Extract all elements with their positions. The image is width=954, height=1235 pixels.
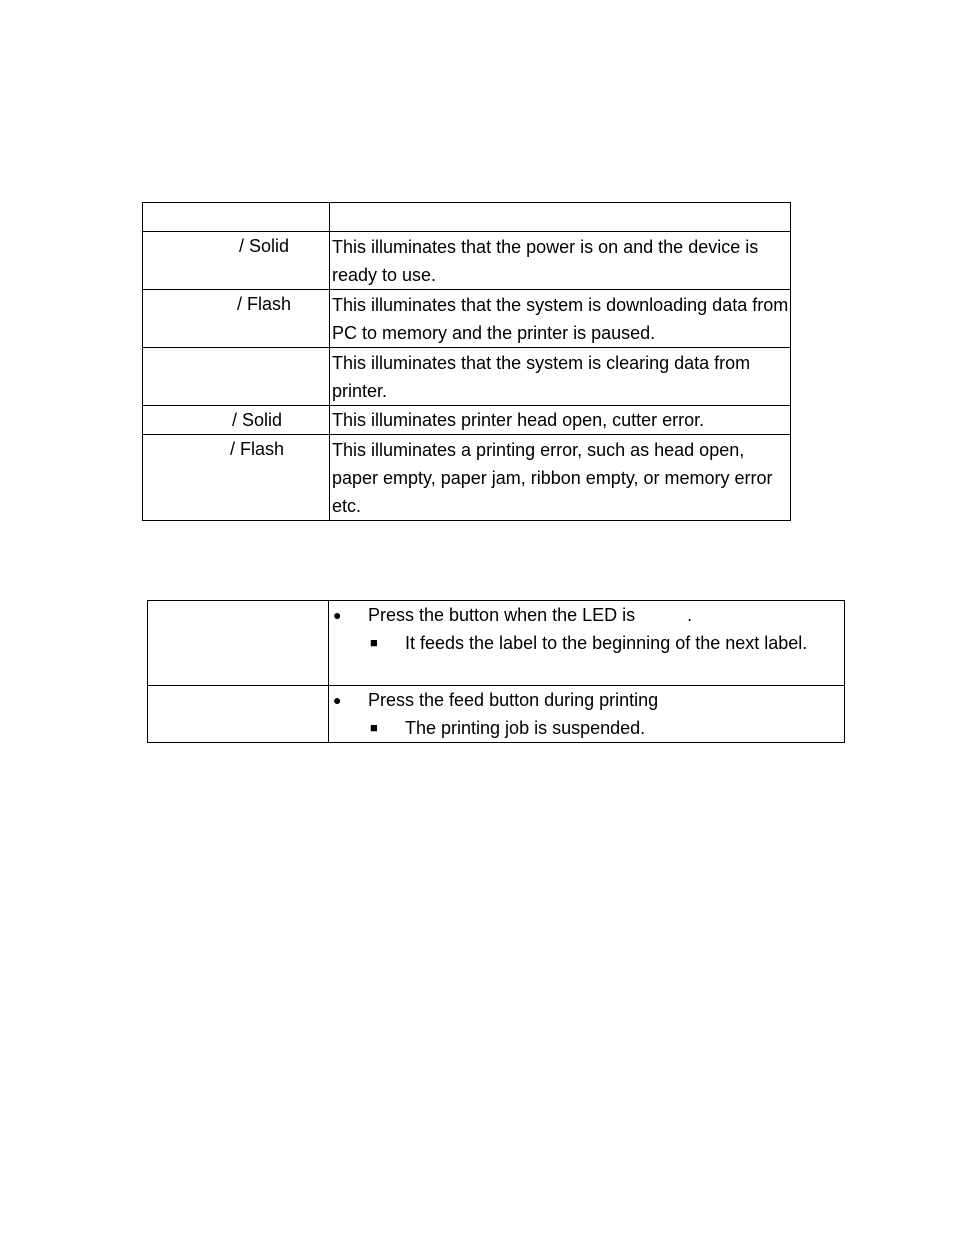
button-description [329,686,845,743]
black-circle-bullet-icon: ● [333,607,342,623]
sub-bullet-text: It feeds the label to the beginning of the next label. [405,633,808,653]
led-status: / Solid [143,232,330,290]
led-description: This illuminates that the system is downloading data from PC to memory and the printer is paused. [330,290,791,348]
black-circle-bullet-icon: ● [333,692,342,708]
bullet-text: Press the button when the LED is . [368,605,693,625]
led-status [143,348,330,406]
button-description [329,601,845,686]
list-item [329,714,844,742]
list-item [329,601,844,629]
led-status: / Flash [143,290,330,348]
led-table-header [143,203,791,232]
led-status-table [142,202,791,521]
black-square-bullet-icon: ■ [370,635,378,650]
bullet-text: Press the feed button during printing [368,690,659,710]
table-row [143,435,791,521]
table-row [148,601,845,686]
black-square-bullet-icon: ■ [370,720,378,735]
sub-bullet-text: The printing job is suspended. [405,718,646,738]
led-description: This illuminates a printing error, such as head open, paper empty, paper jam, ribbon empty, or memory error etc. [330,435,791,521]
table-row [143,290,791,348]
button-function-table [147,600,845,743]
button-function [148,601,329,686]
table-row [143,232,791,290]
list-item [329,686,844,714]
led-header-description [330,203,791,232]
led-header-status [143,203,330,232]
led-description: This illuminates that the power is on and the device is ready to use. [330,232,791,290]
button-function [148,686,329,743]
led-description: This illuminates printer head open, cutter error. [330,406,791,435]
list-item [329,629,844,657]
led-description: This illuminates that the system is clearing data from printer. [330,348,791,406]
table-row [143,406,791,435]
led-status: / Solid [143,406,330,435]
led-status: / Flash [143,435,330,521]
table-row [143,348,791,406]
table-row [148,686,845,743]
